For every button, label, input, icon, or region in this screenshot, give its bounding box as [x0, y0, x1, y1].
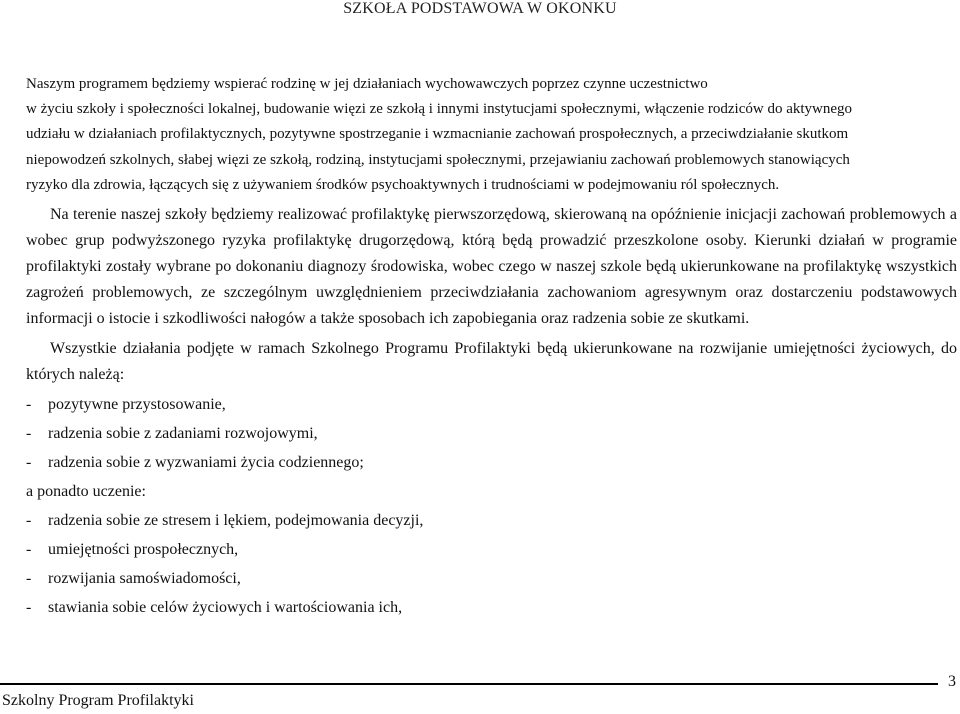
additional-skills-list: [26, 506, 957, 622]
list-dash: -: [26, 599, 32, 617]
list-dash: -: [26, 541, 32, 559]
text-line: udziału w działaniach profilaktycznych, pozytywne spostrzeganie i wzmacnianie zachowań prospołecznych, a przeciwdziałanie skutkom: [26, 126, 849, 143]
list-dash: -: [26, 425, 32, 443]
page-number: 3: [948, 673, 956, 690]
text-line: ryzyko dla zdrowia, łączących się z używaniem środków psychoaktywnych i trudnościami w podejmowaniu ról społecznych.: [26, 176, 780, 193]
list-item: - radzenia sobie ze stresem i lękiem, podejmowania decyzji,: [26, 506, 957, 535]
list-dash: -: [26, 512, 32, 530]
list-item: - radzenia sobie z zadaniami rozwojowymi,: [26, 419, 957, 448]
list-item: - radzenia sobie z wyzwaniami życia codziennego;: [26, 448, 957, 477]
list-dash: -: [26, 454, 32, 472]
page-header-title: SZKOŁA PODSTAWOWA W OKONKU: [343, 0, 617, 17]
paragraph-prevention-scope: Na terenie naszej szkoły będziemy realizować profilaktykę pierwszorzędową, skierowaną na opóźnienie inicjacji zachowań problemowych a wobec grup podwyższonego ryzyka profilaktykę drugorzędową, którą będą prowadzić przeszkolone osoby. Kierunki działań w programie profilaktyki zostały wybrane po dokonaniu diagnozy środowiska, wobec czego w naszej szkole będą ukierunkowane na profilaktykę wszystkich zagrożeń problemowych, ze szczególnym uwzględnieniem przeciwdziałania zachowaniom agresywnym oraz dostarczeniu podstawowych informacji o istocie i szkodliwości nałogów a także sposobach ich zapobiegania oraz radzenia sobie ze skutkami.: [26, 206, 957, 328]
text-line: Naszym programem będziemy wspierać rodzinę w jej działaniach wychowawczych poprzez czynne uczestnictwo: [26, 76, 708, 92]
list-dash: -: [26, 570, 32, 588]
footer-label: Szkolny Program Profilaktyki: [2, 692, 194, 709]
footer-divider: [0, 683, 938, 685]
list-item: - pozytywne przystosowanie,: [26, 390, 957, 419]
text-line: w życiu szkoły i społeczności lokalnej, budowanie więzi ze szkołą i innymi instytucjami społecznymi, włączenie rodziców do aktywnego: [26, 101, 853, 118]
document-body: [26, 72, 957, 622]
list-dash: -: [26, 396, 32, 414]
list-bridge-text: a ponadto uczenie:: [26, 483, 146, 501]
paragraph-life-skills-intro: Wszystkie działania podjęte w ramach Szkolnego Programu Profilaktyki będą ukierunkowane na rozwijanie umiejętności życiowych, do których należą:: [26, 340, 957, 384]
list-item: - stawiania sobie celów życiowych i wartościowania ich,: [26, 593, 957, 622]
list-item: - umiejętności prospołecznych,: [26, 535, 957, 564]
life-skills-list: [26, 390, 957, 477]
list-item: - rozwijania samoświadomości,: [26, 564, 957, 593]
text-line: niepowodzeń szkolnych, słabej więzi ze szkołą, rodziną, instytucjami społecznymi, przejawianiu zachowań problemowych stanowiących: [26, 151, 850, 168]
paragraph-family-support: [26, 72, 957, 198]
